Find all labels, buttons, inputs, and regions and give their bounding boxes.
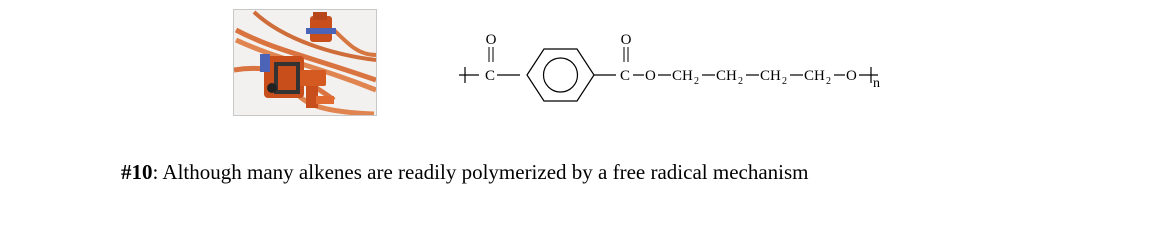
benzene-ring	[527, 49, 594, 101]
polymer-structure	[452, 22, 932, 112]
connector-photo-icon	[234, 10, 376, 115]
problem-10-text	[121, 160, 809, 185]
oxygen-left: O	[485, 32, 497, 48]
svg-text:CH: CH	[760, 68, 781, 84]
methylene-4	[804, 68, 831, 87]
svg-text:CH: CH	[672, 68, 693, 84]
carbon-right: C	[620, 68, 631, 84]
terminal-oxygen: O	[846, 68, 857, 84]
svg-text:2: 2	[782, 76, 787, 87]
polybutylene-terephthalate-diagram	[452, 22, 932, 112]
svg-text:CH: CH	[716, 68, 737, 84]
problem-text: : Although many alkenes are readily polymerized by a free radical mechanism	[152, 160, 809, 184]
ester-oxygen: O	[645, 68, 656, 84]
svg-text:2: 2	[826, 76, 831, 87]
connector-photo	[233, 9, 377, 116]
svg-text:CH: CH	[804, 68, 825, 84]
problem-number: #10	[121, 160, 153, 184]
svg-text:2: 2	[694, 76, 699, 87]
svg-text:2: 2	[738, 76, 743, 87]
carbon-left: C	[485, 68, 496, 84]
oxygen-right: O	[620, 32, 632, 48]
repeat-subscript-n: n	[873, 76, 880, 91]
methylene-2	[716, 68, 743, 87]
methylene-1	[672, 68, 699, 87]
methylene-3	[760, 68, 787, 87]
